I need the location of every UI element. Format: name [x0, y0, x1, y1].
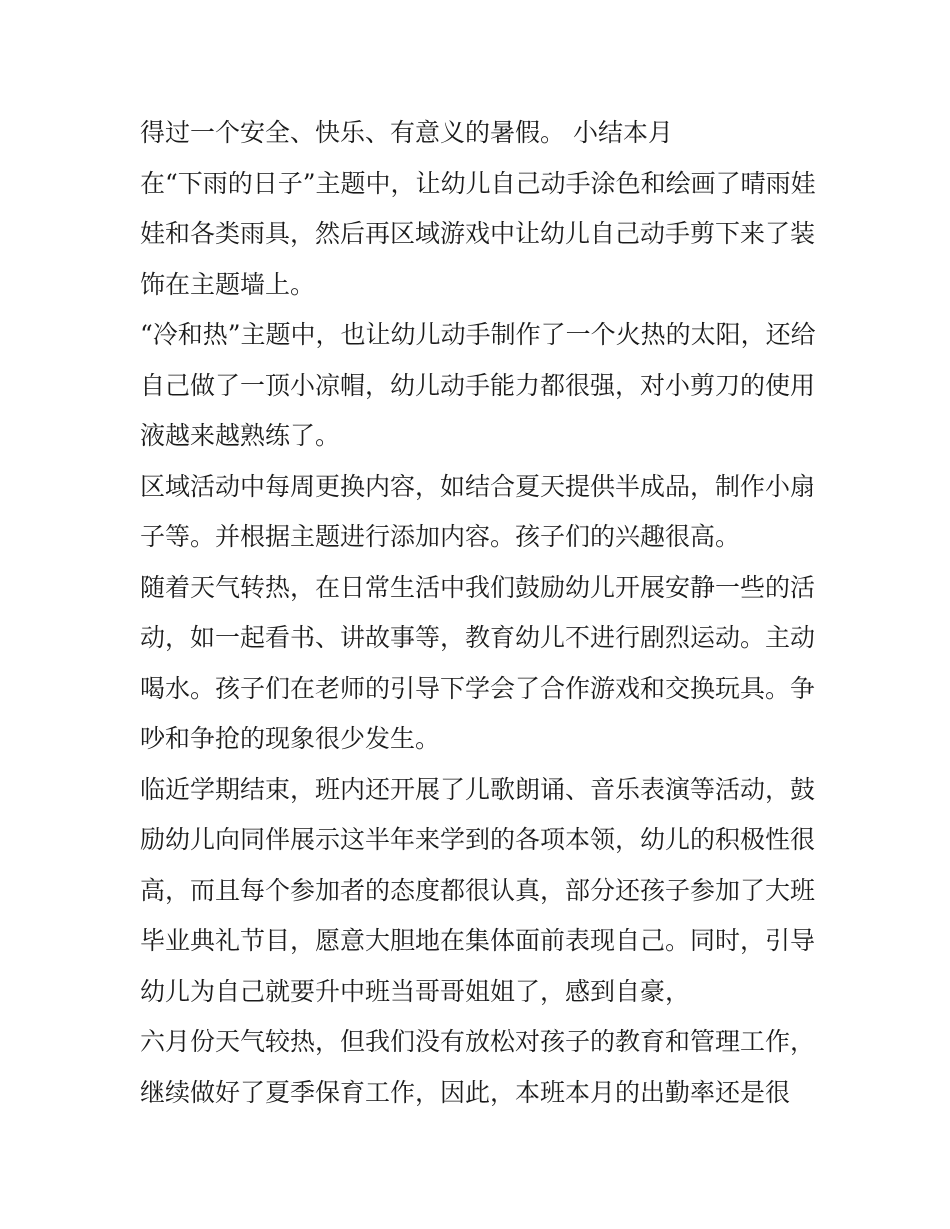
text-line: 得过一个安全、快乐、有意义的暑假。 小结本月 [140, 118, 673, 147]
text-line: 继续做好了夏季保育工作，因此，本班本月的出勤率还是很 [140, 1077, 791, 1107]
text-line: 随着天气转热，在日常生活中我们鼓励幼儿开展安静一些的活 [140, 572, 816, 602]
text-line: 高，而且每个参加者的态度都很认真，部分还孩子参加了大班 [140, 875, 816, 905]
text-line: 娃和各类雨具，然后再区域游戏中让幼儿自己动手剪下来了装 [140, 219, 816, 248]
text-line: 毕业典礼节目，愿意大胆地在集体面前表现自己。同时，引导 [140, 926, 816, 955]
text-line: “冷和热”主题中，也让幼儿动手制作了一个火热的太阳，还给 [140, 320, 816, 349]
text-line: 临近学期结束，班内还开展了儿歌朗诵、音乐表演等活动，鼓 [140, 774, 816, 804]
text-line: 六月份天气较热，但我们没有放松对孩子的教育和管理工作， [140, 1027, 816, 1056]
text-line: 液越来越熟练了。 [140, 421, 341, 450]
text-line: 自己做了一顶小凉帽，幼儿动手能力都很强，对小剪刀的使用 [140, 370, 816, 400]
text-line: 区域活动中每周更换内容，如结合夏天提供半成品，制作小扇 [140, 471, 816, 501]
text-line: 子等。并根据主题进行添加内容。孩子们的兴趣很高。 [140, 522, 741, 551]
text-line: 动，如一起看书、讲故事等，教育幼儿不进行剧烈运动。主动 [140, 623, 816, 652]
text-line: 饰在主题墙上。 [140, 269, 316, 299]
text-line: 幼儿为自己就要升中班当哥哥姐姐了，感到自豪， [140, 976, 691, 1006]
text-line: 吵和争抢的现象很少发生。 [140, 724, 441, 753]
text-line: 喝水。孩子们在老师的引导下学会了合作游戏和交换玩具。争 [140, 673, 816, 703]
text-line: 励幼儿向同伴展示这半年来学到的各项本领，幼儿的积极性很 [140, 825, 816, 854]
text-line: 在“下雨的日子”主题中，让幼儿自己动手涂色和绘画了晴雨娃 [140, 168, 816, 198]
document-body [140, 108, 820, 1118]
